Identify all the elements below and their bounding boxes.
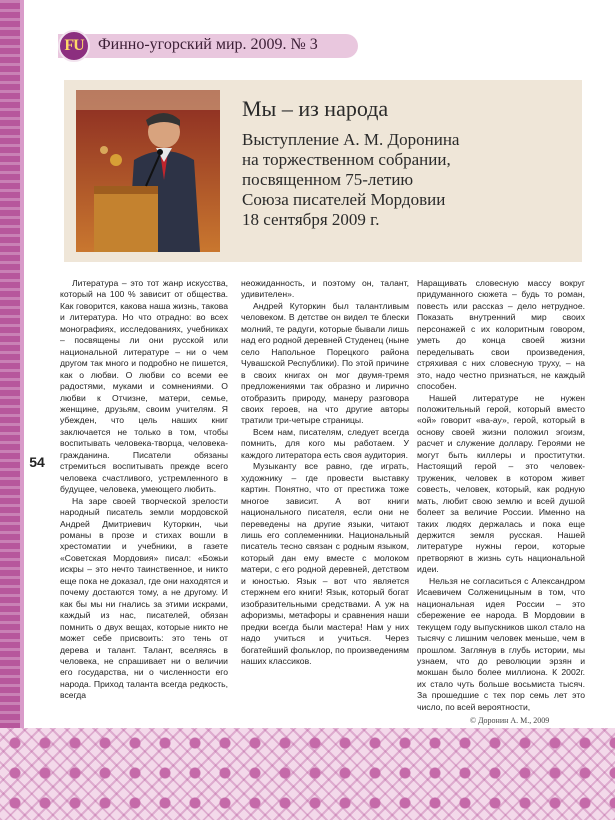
- text-column-3: [417, 278, 585, 713]
- paragraph: Литература – это тот жанр искусства, который на 100 % зависит от общества. Как говорится, какова наша жизнь, такова и литература. Но что отрадно: во всех монографиях, исследованиях, учебниках – посвящены ли они русской или национальной литературе – ни о чем другом так много и подробно не пишется, как о любви. О любви со всеми ее радостями, муками и сомнениями. О любви к Отчизне, матери, семье, женщине, друзьям, своим учителям. Я убежден, что цель наших книг заключается не только в том, чтобы воспитывать человека-творца, человека-гражданина. Писатели обязаны стремиться воспитывать прежде всего человека счастливого, устремленного в будущее, человека, умеющего любить.: [60, 278, 228, 495]
- paragraph: Всем нам, писателям, следует всегда помнить, для кого мы работаем. У каждого литератора есть своя аудитория.: [241, 426, 409, 460]
- subtitle-line: на торжественном собрании,: [242, 150, 451, 169]
- speaker-photo-illustration: [76, 90, 220, 252]
- paragraph: На заре своей творческой зрелости народный писатель земли мордовской Андрей Дмитриевич Куторкин, чьи романы в прозе и стихах вошли в хрестоматии и учебники, в газете «Советская Мордовия» писал: «Божьи искры – это нечто таинственное, и никто еще пока не доказал, где они находятся и почему достаются тому, а не другому. И как бы мы ни гнались за этими искрами, каждый из нас, писателей, обязан помнить о двух вещах, которые никто не может себе присвоить: это тень от дерева и талант. Талант, вселяясь в человека, не спрашивает ни о величии его государства, ни о численности его народа. Приход таланта всегда редкость, всегда: [60, 495, 228, 701]
- subtitle-line: Выступление А. М. Доронина: [242, 130, 460, 149]
- paragraph: Андрей Куторкин был талантливым человеком. В детстве он видел те блески молний, те радуги, которые бывали лишь над его родной деревней Студенец (ныне село Напольное Порецкого района Чувашской Республики). По этой причине в своих книгах он мог двумя-тремя предложениями так образно и лирично отобразить природу, манеру разговора своих героев, на что другие авторы тратили три-четыре страницы.: [241, 300, 409, 426]
- copyright-notice: © Доронин А. М., 2009: [470, 716, 550, 725]
- footer-ornament: [0, 728, 615, 820]
- page-number: 54: [24, 448, 50, 476]
- paragraph: Наращивать словесную массу вокруг придуманного сюжета – будь то роман, повесть или рассказ – дело нетрудное. Показать внутренний мир своих персонажей с их колоритным говором, уметь до конца своей жизни переделывать свои произведения, стряхивая с них словесную труху, – на это, надо честно признаться, не каждый способен.: [417, 278, 585, 392]
- left-ornament-edge: [20, 0, 24, 820]
- paragraph: Нельзя не согласиться с Александром Исаевичем Солженицыным в том, что национальная идея России – это сбережение ее народа. В Мордовии в текущем году выпускников школ стало на тысячу с лишним человек меньше, чем в прошлом. Заглянув в глубь истории, мы узнаем, что до революции эрзян и мокшан было более миллиона. К 2002г. их стало чуть больше восьмиста тысяч. За прошедшие с тех пор семь лет это число, по всей вероятности,: [417, 575, 585, 712]
- article-subtitle: [242, 130, 577, 230]
- paragraph: неожиданность, и поэтому он, талант, удивителен».: [241, 278, 409, 300]
- paragraph: Нашей литературе не нужен положительный герой, который вместо «ой» говорит «ва-ау», герой, который в основу своей жизни положил эгоизм, расчет и служение доллару. Героями не могут быть киллеры и проститутки. Настоящий герой – это человек-труженик, человек в котором живет совесть, человек, который, как родную мать, любит свою землю и всей душой болеет за величие России. Именно на таких людях держалась и пока еще держится земля русская. Нашей литературе нужны герои, которые претворяют в жизнь суть национальной идеи.: [417, 392, 585, 575]
- left-ornament-band: [0, 0, 20, 820]
- subtitle-line: посвященном 75-летию: [242, 170, 414, 189]
- journal-title: Финно-угорский мир. 2009. № 3: [98, 36, 318, 53]
- subtitle-line: Союза писателей Мордовии: [242, 190, 446, 209]
- journal-logo: FU: [58, 30, 90, 62]
- paragraph: Музыканту все равно, где играть, художнику – где провести выставку картин. Понятно, что от престижа тоже многое зависит. А вот книги национального писателя, если они не переведены на другие языки, читают лишь его соплеменники. Национальный писатель тесно связан с родным языком, который дан ему вместе с молоком матери, с его родной деревней, детством и юностью. Язык – вот что является стержнем его книги! Язык, который богат изобразительными средствами. А уж на афоризмы, метафоры и сравнения наши предки всегда были мастера! Нам у них надо учиться и учиться. Через богатейший фольклор, по произведениям наших классиков.: [241, 461, 409, 666]
- article-title: Мы – из народа: [242, 96, 389, 121]
- text-column-2: [241, 278, 409, 667]
- speaker-photo: [76, 90, 220, 252]
- subtitle-line: 18 сентября 2009 г.: [242, 210, 380, 229]
- text-column-1: [60, 278, 228, 702]
